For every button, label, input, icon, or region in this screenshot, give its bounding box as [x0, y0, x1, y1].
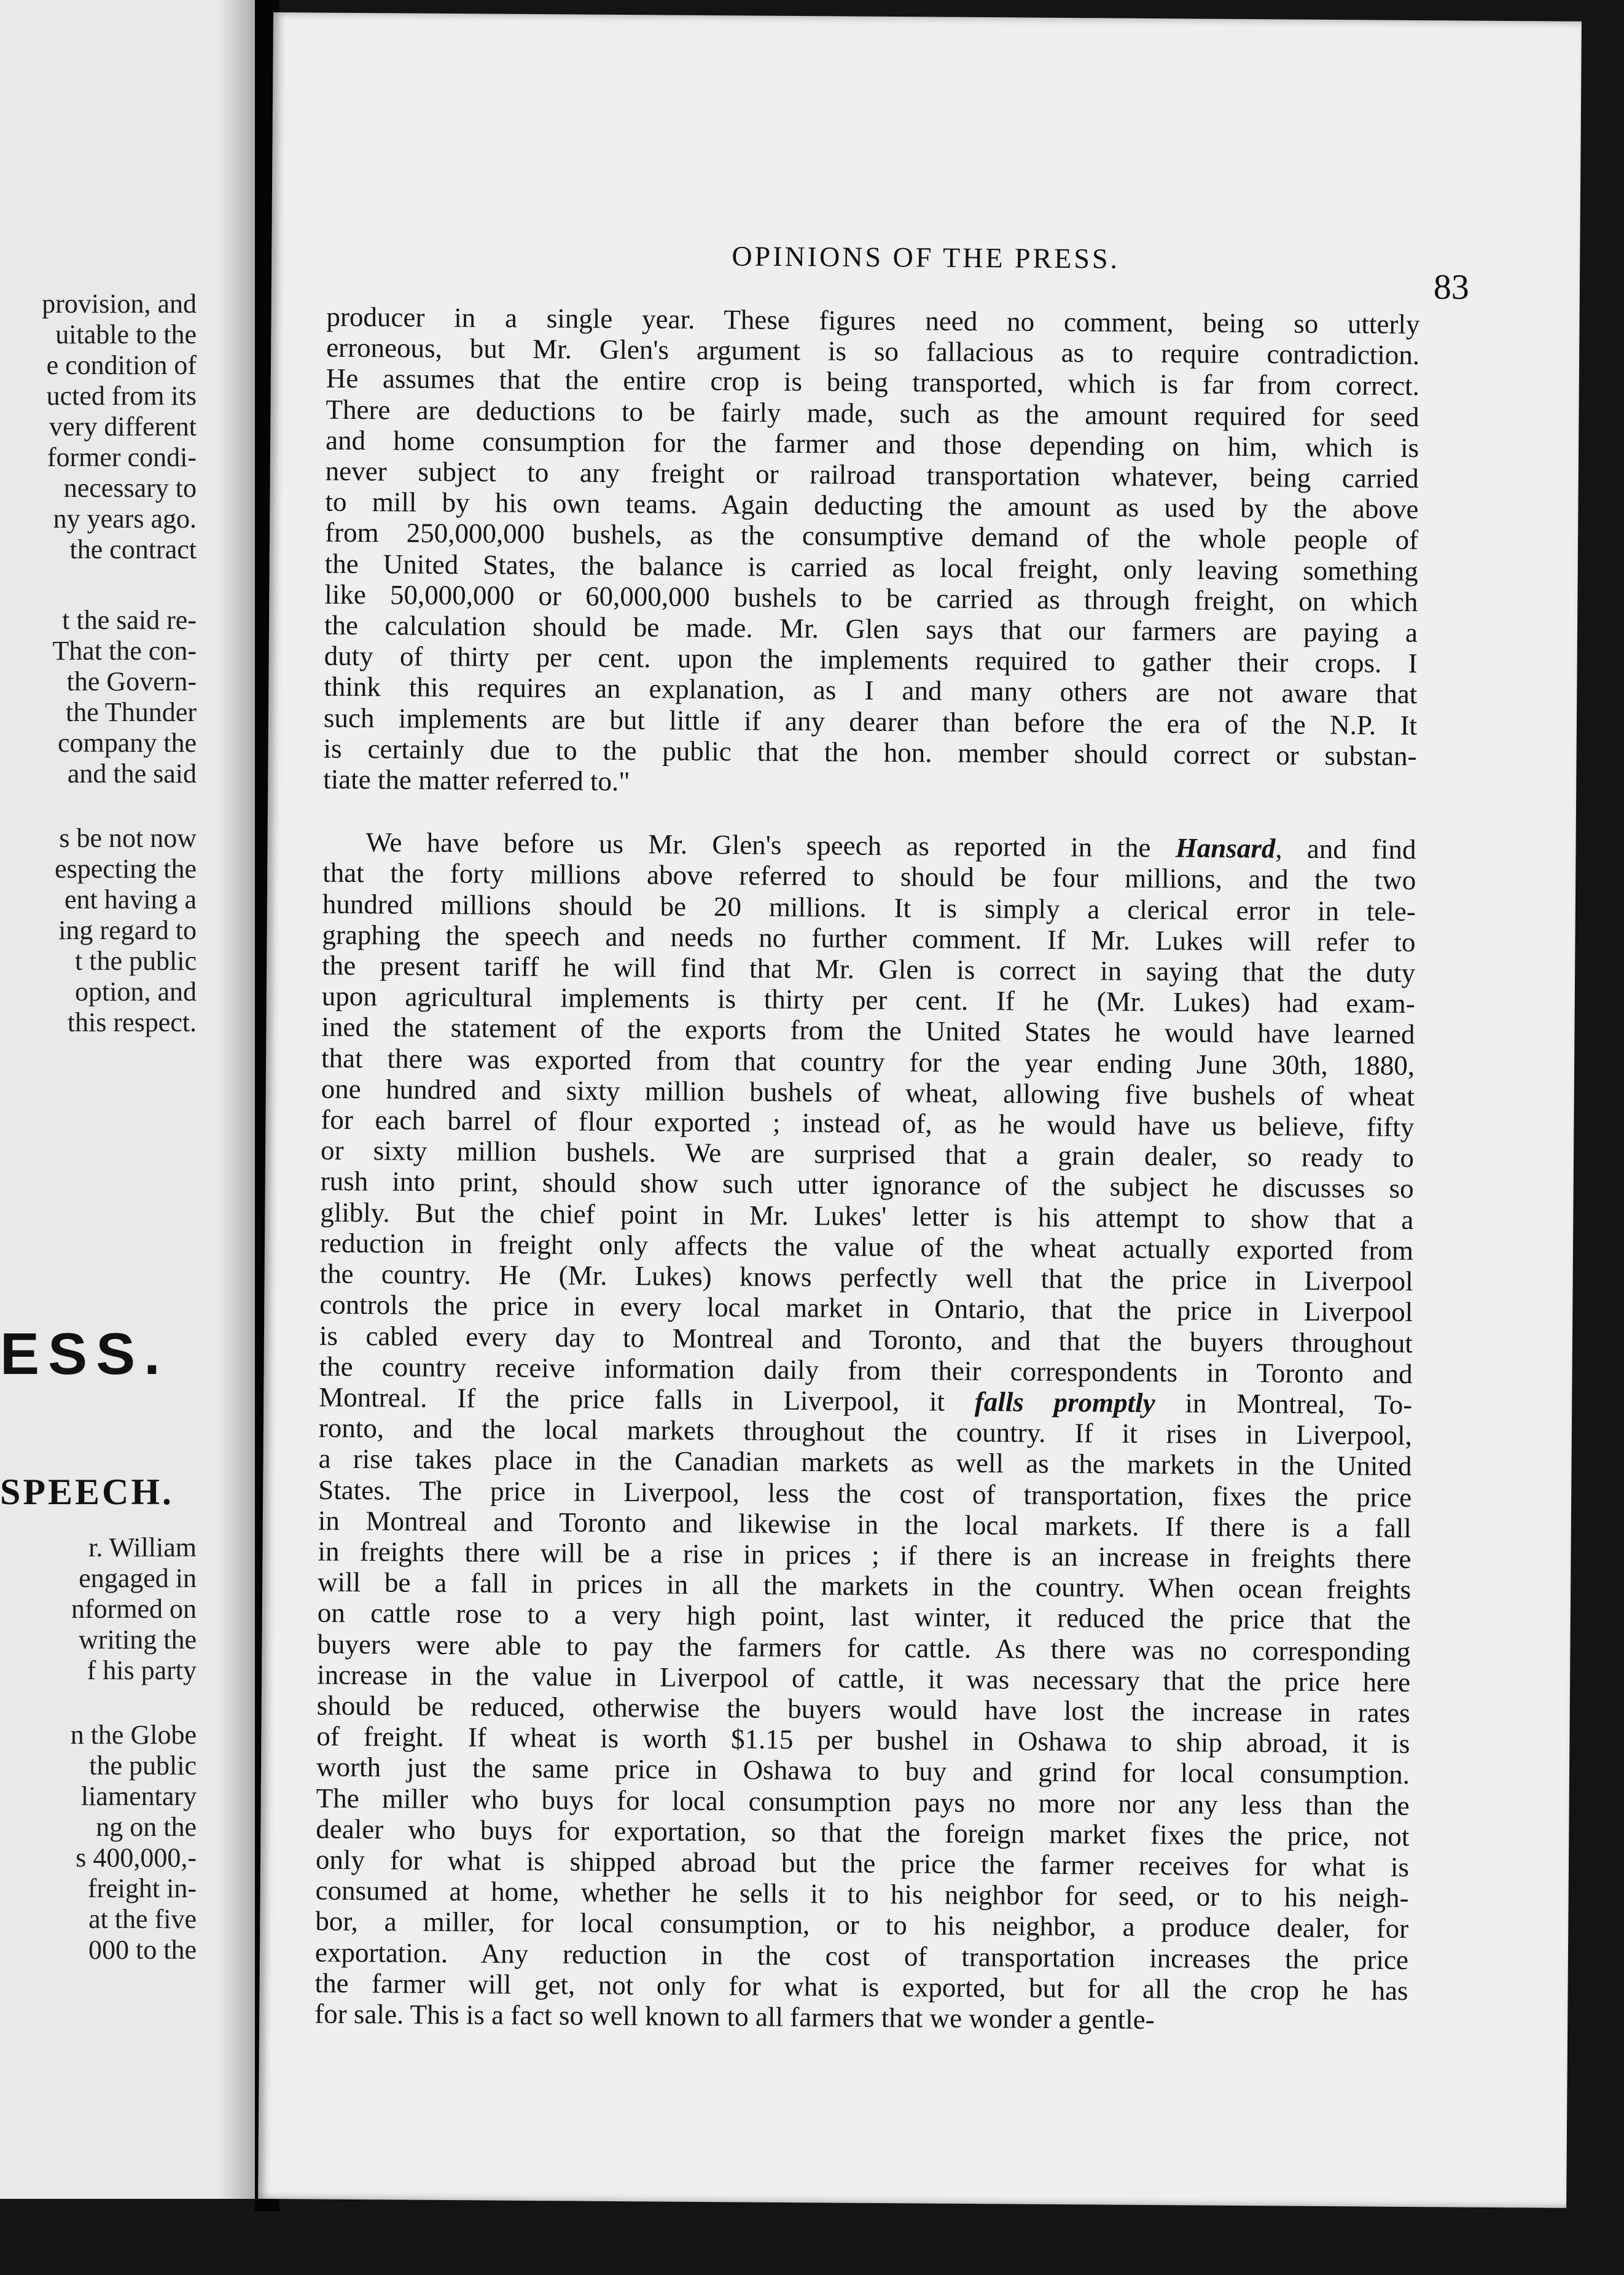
text-line: There are deductions to be fairly made, such as the amount required for seed — [326, 394, 1419, 432]
left-line: the Govern- — [66, 666, 197, 697]
text-line: a rise takes place in the Canadian markets as well as the markets in the United — [318, 1443, 1412, 1482]
page-number: 83 — [1433, 267, 1470, 307]
gutter-shadow — [218, 0, 255, 2199]
text-line: duty of thirty per cent. upon the implements required to gather their crops. I — [324, 640, 1418, 679]
left-page-text-block — [42, 289, 197, 565]
left-page-text-block — [71, 1532, 197, 1686]
text-line: for sale. This is a fact so well known to all farmers that we wonder a gentle- — [314, 1998, 1155, 2035]
text-line: that the forty millions above referred to should be four millions, and the two — [322, 857, 1416, 896]
running-head: OPINIONS OF THE PRESS. — [732, 240, 1120, 275]
left-line: n the Globe — [70, 1720, 197, 1750]
text-line: increase in the value in Liverpool of cattle, it was necessary that the price here — [316, 1659, 1411, 1698]
text-line: such implements are but little if any dearer than before the era of the N.P. It — [323, 702, 1418, 741]
left-line: option, and — [75, 977, 197, 1007]
left-line: t the said re- — [62, 605, 197, 635]
left-line: ng on the — [96, 1812, 197, 1842]
text-line: producer in a single year. These figures need no comment, being so utterly — [326, 301, 1420, 340]
left-line: the Thunder — [65, 697, 197, 727]
left-line: 000 to the — [88, 1935, 197, 1965]
facing-page-left — [0, 0, 255, 2199]
left-line: the contract — [69, 534, 197, 564]
emphasis: falls promptly — [974, 1386, 1155, 1418]
text-line: He assumes that the entire crop is being transported, which is far from correct. — [326, 363, 1419, 402]
left-line: provision, and — [42, 289, 197, 319]
left-line: f his party — [87, 1655, 197, 1685]
text-line: tiate the matter referred to." — [323, 763, 630, 797]
text-line: Montreal. If the price falls in Liverpool, it falls promptly in Montreal, To- — [319, 1381, 1413, 1420]
text-line: or sixty million bushels. We are surprised that a grain dealer, so ready to — [320, 1134, 1415, 1174]
left-line: liamentary — [80, 1781, 197, 1811]
left-line: r. William — [88, 1532, 197, 1563]
text-line: erroneous, but Mr. Glen's argument is so fallacious as to require contradiction. — [326, 332, 1420, 371]
text-line: The miller who buys for local consumption pays no more nor any less than the — [316, 1782, 1410, 1821]
left-line: ny years ago. — [53, 504, 197, 534]
emphasis: Hansard — [1175, 832, 1276, 864]
text-line: graphing the speech and needs no further comment. If Mr. Lukes will refer to — [322, 919, 1416, 958]
paragraph-editorial — [314, 827, 1416, 2037]
left-line: necessary to — [63, 473, 197, 503]
left-line: ent having a — [64, 884, 197, 915]
text-line: rush into print, should show such utter ignorance of the subject he discusses so — [320, 1166, 1414, 1204]
left-page-heading: ESS. — [0, 1321, 169, 1387]
text-line: in Montreal and Toronto and likewise in the local markets. If there is a fall — [318, 1505, 1411, 1543]
left-line: and the said — [67, 759, 197, 789]
left-line: this respect. — [67, 1007, 197, 1037]
text-line: on cattle rose to a very high point, last winter, it reduced the price that the — [317, 1597, 1411, 1636]
text-line: of freight. If wheat is worth $1.15 per bushel in Oshawa to ship abroad, it is — [316, 1720, 1410, 1760]
left-line: s 400,000,- — [76, 1843, 197, 1873]
text-line: should be reduced, otherwise the buyers would have lost the increase in rates — [316, 1690, 1410, 1728]
text-line: the United States, the balance is carried as local freight, only leaving something — [324, 548, 1418, 587]
left-page-subheading: SPEECH. — [0, 1472, 174, 1512]
text-line: will be a fall in prices in all the markets in the country. When ocean freights — [317, 1566, 1411, 1606]
text-line: We have before us Mr. Glen's speech as reported in the Hansard, and find — [365, 827, 1416, 865]
text-line: controls the price in every local market in Ontario, that the price in Liverpool — [319, 1289, 1413, 1328]
text-line: dealer who buys for exportation, so that the foreign market fixes the price, not — [316, 1813, 1410, 1852]
text-line: hundred millions should be 20 millions. It is simply a clerical error in tele- — [322, 888, 1416, 927]
left-line: especting the — [55, 854, 197, 884]
text-line: glibly. But the chief point in Mr. Lukes' letter is his attempt to show that a — [320, 1196, 1414, 1235]
left-line: ing regard to — [58, 915, 197, 945]
left-page-text-block — [55, 823, 197, 1038]
text-line: to mill by his own teams. Again deducting the amount as used by the above — [325, 486, 1419, 525]
text-line: like 50,000,000 or 60,000,000 bushels to be carried as through freight, on which — [324, 579, 1418, 617]
text-line: States. The price in Liverpool, less the cost of transportation, fixes the price — [318, 1474, 1412, 1513]
text-line: bor, a miller, for local consumption, or to his neighbor, a produce dealer, for — [315, 1905, 1409, 1945]
left-line: the public — [89, 1750, 197, 1781]
left-line: nformed on — [71, 1594, 197, 1624]
text-line: the farmer will get, not only for what is exported, but for all the crop he has — [314, 1967, 1408, 2006]
left-line: ucted from its — [46, 381, 197, 411]
text-line: from 250,000,000 bushels, as the consumptive demand of the whole people of — [324, 517, 1419, 556]
left-line: very different — [49, 412, 197, 442]
text-line: for each barrel of flour exported ; instead of, as he would have us believe, fifty — [321, 1104, 1415, 1143]
left-line: t the public — [75, 946, 197, 976]
text-line: is certainly due to the public that the hon. member should correct or substan- — [323, 733, 1417, 771]
left-line: freight in- — [87, 1873, 197, 1903]
text-line: the country. He (Mr. Lukes) knows perfectly well that the price in Liverpool — [319, 1258, 1413, 1297]
text-line: buyers were able to pay the farmers for cattle. As there was no corresponding — [317, 1628, 1411, 1667]
text-line: and home consumption for the farmer and those depending on him, which is — [325, 424, 1419, 463]
text-line: that there was exported from that country for the year ending June 30th, 1880, — [321, 1042, 1415, 1081]
text-line: the calculation should be made. Mr. Glen says that our farmers are paying a — [324, 609, 1418, 649]
left-line: company the — [57, 728, 197, 758]
text-line: the country receive information daily from their correspondents in Toronto and — [319, 1351, 1413, 1389]
text-line: consumed at home, whether he sells it to his neighbor for seed, or to his neigh- — [315, 1875, 1409, 1914]
text-line: worth just the same price in Oshawa to buy and grind for local consumption. — [316, 1751, 1410, 1790]
text-line: the present tariff he will find that Mr. Glen is correct in saying that the duty — [321, 950, 1416, 989]
body-text — [314, 302, 1420, 2037]
text-line: exportation. Any reduction in the cost of transportation increases the price — [314, 1937, 1409, 1975]
text-line: ronto, and the local markets throughout the country. If it rises in Liverpool, — [318, 1412, 1413, 1451]
paragraph-quote-end — [323, 302, 1420, 803]
text-line: only for what is shipped abroad but the price the farmer receives for what is — [315, 1844, 1410, 1883]
left-page-text-block — [71, 1720, 197, 1965]
text-line: think this requires an explanation, as I and many others are not aware that — [324, 671, 1418, 710]
text-line: ined the statement of the exports from the United States he would have learned — [321, 1012, 1415, 1050]
left-line: writing the — [79, 1625, 197, 1655]
left-line: former condi- — [47, 442, 197, 472]
left-line: at the five — [88, 1904, 197, 1934]
main-page — [258, 12, 1582, 2208]
left-line: e condition of — [46, 350, 197, 380]
left-line: That the con- — [52, 636, 197, 666]
text-line: in freights there will be a rise in prices ; if there is an increase in freights there — [318, 1536, 1411, 1574]
text-line: is cabled every day to Montreal and Toronto, and that the buyers throughout — [319, 1320, 1413, 1359]
left-line: uitable to the — [55, 319, 197, 349]
text-line: upon agricultural implements is thirty per cent. If he (Mr. Lukes) had exam- — [321, 980, 1415, 1020]
left-page-text-block — [52, 605, 197, 789]
left-line: s be not now — [59, 823, 197, 853]
left-line: engaged in — [79, 1563, 197, 1593]
text-line: reduction in freight only affects the value of the wheat actually exported from — [319, 1227, 1414, 1266]
text-line: never subject to any freight or railroad transportation whatever, being carried — [325, 455, 1419, 494]
text-line: one hundred and sixty million bushels of wheat, allowing five bushels of wheat — [321, 1073, 1415, 1112]
